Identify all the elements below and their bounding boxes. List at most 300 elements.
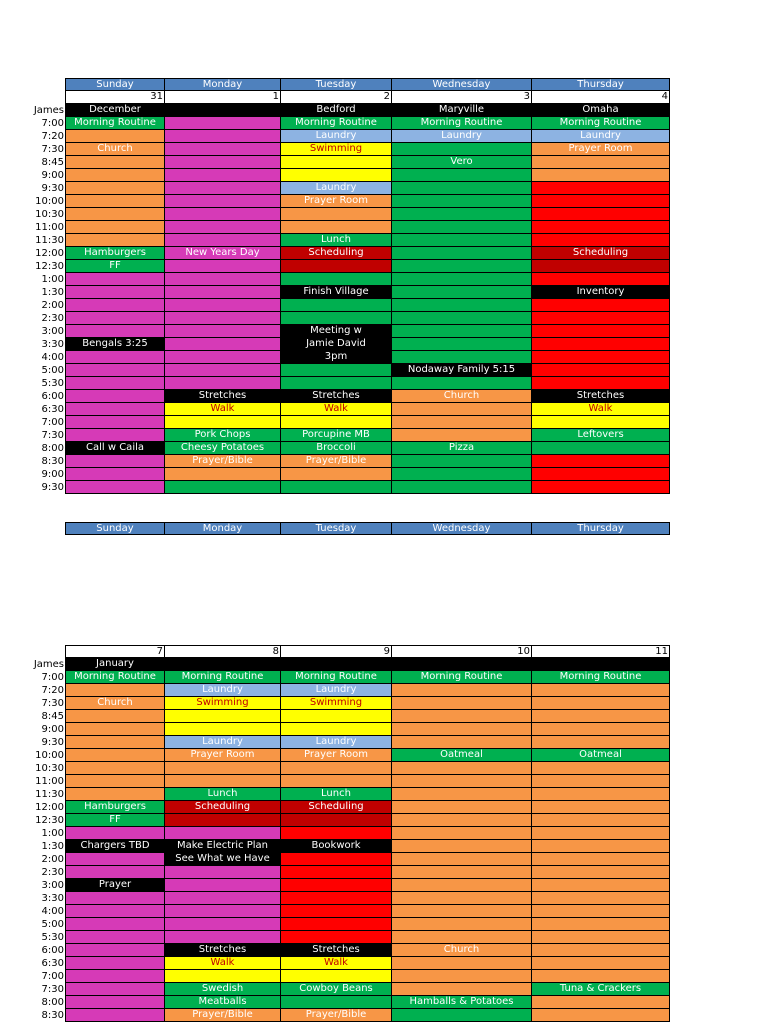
schedule-cell[interactable]: [165, 814, 281, 827]
schedule-cell[interactable]: [532, 351, 670, 364]
schedule-cell[interactable]: [165, 364, 281, 377]
schedule-cell[interactable]: [392, 273, 532, 286]
schedule-cell[interactable]: [65, 684, 165, 697]
schedule-cell[interactable]: Morning Routine: [65, 671, 165, 684]
schedule-cell[interactable]: New Years Day: [165, 247, 281, 260]
schedule-cell[interactable]: [392, 208, 532, 221]
schedule-cell[interactable]: Leftovers: [532, 429, 670, 442]
schedule-cell[interactable]: [532, 182, 670, 195]
schedule-cell[interactable]: [532, 234, 670, 247]
schedule-cell[interactable]: [165, 762, 281, 775]
schedule-cell[interactable]: [532, 338, 670, 351]
schedule-cell[interactable]: [65, 208, 165, 221]
schedule-cell[interactable]: Laundry: [281, 684, 392, 697]
schedule-cell[interactable]: [65, 983, 165, 996]
schedule-cell[interactable]: [281, 710, 392, 723]
schedule-cell[interactable]: [532, 312, 670, 325]
schedule-cell[interactable]: Scheduling: [281, 801, 392, 814]
schedule-cell[interactable]: [165, 195, 281, 208]
schedule-cell[interactable]: [65, 273, 165, 286]
schedule-cell[interactable]: Meeting w: [281, 325, 392, 338]
schedule-cell[interactable]: Church: [392, 390, 532, 403]
schedule-cell[interactable]: Chargers TBD: [65, 840, 165, 853]
schedule-cell[interactable]: [392, 247, 532, 260]
schedule-cell[interactable]: [65, 299, 165, 312]
schedule-cell[interactable]: [281, 481, 392, 494]
schedule-cell[interactable]: [392, 169, 532, 182]
schedule-cell[interactable]: [65, 130, 165, 143]
schedule-cell[interactable]: Church: [65, 143, 165, 156]
schedule-cell[interactable]: [532, 892, 670, 905]
schedule-cell[interactable]: Oatmeal: [532, 749, 670, 762]
schedule-cell[interactable]: Laundry: [281, 736, 392, 749]
schedule-cell[interactable]: Walk: [281, 957, 392, 970]
schedule-cell[interactable]: [165, 723, 281, 736]
schedule-cell[interactable]: [165, 827, 281, 840]
schedule-cell[interactable]: [532, 944, 670, 957]
schedule-cell[interactable]: [392, 312, 532, 325]
schedule-cell[interactable]: [532, 273, 670, 286]
schedule-cell[interactable]: [392, 918, 532, 931]
schedule-cell[interactable]: [532, 377, 670, 390]
schedule-cell[interactable]: [165, 468, 281, 481]
schedule-cell[interactable]: Swimming: [281, 143, 392, 156]
schedule-cell[interactable]: [165, 169, 281, 182]
schedule-cell[interactable]: Scheduling: [281, 247, 392, 260]
schedule-cell[interactable]: [392, 195, 532, 208]
schedule-cell[interactable]: [532, 221, 670, 234]
schedule-cell[interactable]: [532, 710, 670, 723]
schedule-cell[interactable]: [392, 481, 532, 494]
schedule-cell[interactable]: [532, 931, 670, 944]
schedule-cell[interactable]: Bedford: [281, 104, 392, 117]
schedule-cell[interactable]: [165, 208, 281, 221]
schedule-cell[interactable]: [65, 312, 165, 325]
schedule-cell[interactable]: [65, 970, 165, 983]
schedule-cell[interactable]: Walk: [532, 403, 670, 416]
schedule-cell[interactable]: [392, 788, 532, 801]
schedule-cell[interactable]: Nodaway Family 5:15: [392, 364, 532, 377]
schedule-cell[interactable]: [65, 468, 165, 481]
schedule-cell[interactable]: Pork Chops: [165, 429, 281, 442]
schedule-cell[interactable]: Prayer Room: [281, 195, 392, 208]
schedule-cell[interactable]: [165, 879, 281, 892]
schedule-cell[interactable]: [165, 377, 281, 390]
schedule-cell[interactable]: Swimming: [281, 697, 392, 710]
schedule-cell[interactable]: Church: [65, 697, 165, 710]
schedule-cell[interactable]: [392, 970, 532, 983]
schedule-cell[interactable]: [281, 892, 392, 905]
schedule-cell[interactable]: [165, 658, 281, 671]
schedule-cell[interactable]: [65, 723, 165, 736]
schedule-cell[interactable]: [65, 156, 165, 169]
schedule-cell[interactable]: [65, 931, 165, 944]
schedule-cell[interactable]: Stretches: [532, 390, 670, 403]
schedule-cell[interactable]: Morning Routine: [281, 671, 392, 684]
schedule-cell[interactable]: [65, 710, 165, 723]
schedule-cell[interactable]: [65, 905, 165, 918]
schedule-cell[interactable]: Laundry: [165, 684, 281, 697]
schedule-cell[interactable]: [532, 208, 670, 221]
schedule-cell[interactable]: [65, 827, 165, 840]
schedule-cell[interactable]: [65, 377, 165, 390]
schedule-cell[interactable]: Jamie David: [281, 338, 392, 351]
schedule-cell[interactable]: [165, 182, 281, 195]
schedule-cell[interactable]: Oatmeal: [392, 749, 532, 762]
schedule-cell[interactable]: [392, 260, 532, 273]
schedule-cell[interactable]: [65, 944, 165, 957]
schedule-cell[interactable]: [532, 195, 670, 208]
schedule-cell[interactable]: [532, 442, 670, 455]
schedule-cell[interactable]: 3pm: [281, 351, 392, 364]
schedule-cell[interactable]: [281, 905, 392, 918]
schedule-cell[interactable]: [65, 195, 165, 208]
schedule-cell[interactable]: [65, 918, 165, 931]
schedule-cell[interactable]: Morning Routine: [392, 117, 532, 130]
schedule-cell[interactable]: Maryville: [392, 104, 532, 117]
schedule-cell[interactable]: Stretches: [281, 944, 392, 957]
schedule-cell[interactable]: [65, 762, 165, 775]
schedule-cell[interactable]: [281, 221, 392, 234]
schedule-cell[interactable]: January: [65, 658, 165, 671]
schedule-cell[interactable]: 31: [65, 91, 165, 104]
schedule-cell[interactable]: [392, 736, 532, 749]
schedule-cell[interactable]: [532, 1009, 670, 1022]
schedule-cell[interactable]: [281, 416, 392, 429]
schedule-cell[interactable]: [392, 840, 532, 853]
schedule-cell[interactable]: [65, 325, 165, 338]
schedule-cell[interactable]: 10: [392, 645, 532, 658]
schedule-cell[interactable]: [65, 866, 165, 879]
schedule-cell[interactable]: [165, 416, 281, 429]
schedule-cell[interactable]: Make Electric Plan: [165, 840, 281, 853]
schedule-cell[interactable]: [532, 468, 670, 481]
schedule-cell[interactable]: Morning Routine: [165, 671, 281, 684]
schedule-cell[interactable]: [281, 156, 392, 169]
schedule-cell[interactable]: [65, 481, 165, 494]
schedule-cell[interactable]: [65, 429, 165, 442]
schedule-cell[interactable]: [65, 788, 165, 801]
schedule-cell[interactable]: [392, 723, 532, 736]
schedule-cell[interactable]: [165, 260, 281, 273]
schedule-cell[interactable]: [281, 658, 392, 671]
schedule-cell[interactable]: Stretches: [165, 944, 281, 957]
schedule-cell[interactable]: December: [65, 104, 165, 117]
schedule-cell[interactable]: [392, 931, 532, 944]
schedule-cell[interactable]: Broccoli: [281, 442, 392, 455]
schedule-cell[interactable]: [532, 736, 670, 749]
schedule-cell[interactable]: [392, 827, 532, 840]
schedule-cell[interactable]: Hamburgers: [65, 801, 165, 814]
schedule-cell[interactable]: Morning Routine: [532, 671, 670, 684]
schedule-cell[interactable]: [65, 892, 165, 905]
schedule-cell[interactable]: [165, 970, 281, 983]
schedule-cell[interactable]: [532, 364, 670, 377]
schedule-cell[interactable]: Lunch: [281, 788, 392, 801]
schedule-cell[interactable]: [532, 416, 670, 429]
schedule-cell[interactable]: Meatballs: [165, 996, 281, 1009]
schedule-cell[interactable]: [392, 957, 532, 970]
schedule-cell[interactable]: [281, 364, 392, 377]
schedule-cell[interactable]: Prayer/Bible: [281, 455, 392, 468]
schedule-cell[interactable]: [65, 169, 165, 182]
schedule-cell[interactable]: [165, 481, 281, 494]
schedule-cell[interactable]: [532, 814, 670, 827]
schedule-cell[interactable]: [165, 918, 281, 931]
schedule-cell[interactable]: [392, 468, 532, 481]
schedule-cell[interactable]: Scheduling: [165, 801, 281, 814]
schedule-cell[interactable]: [532, 957, 670, 970]
schedule-cell[interactable]: [65, 234, 165, 247]
schedule-cell[interactable]: Lunch: [281, 234, 392, 247]
schedule-cell[interactable]: 4: [532, 91, 670, 104]
schedule-cell[interactable]: [392, 697, 532, 710]
schedule-cell[interactable]: [65, 351, 165, 364]
schedule-cell[interactable]: [392, 182, 532, 195]
schedule-cell[interactable]: [65, 221, 165, 234]
schedule-cell[interactable]: [392, 351, 532, 364]
schedule-cell[interactable]: [165, 117, 281, 130]
schedule-cell[interactable]: [165, 775, 281, 788]
schedule-cell[interactable]: [165, 156, 281, 169]
schedule-cell[interactable]: [532, 697, 670, 710]
schedule-cell[interactable]: [392, 684, 532, 697]
schedule-cell[interactable]: 9: [281, 645, 392, 658]
schedule-cell[interactable]: 3: [392, 91, 532, 104]
schedule-cell[interactable]: [392, 866, 532, 879]
schedule-cell[interactable]: [392, 775, 532, 788]
schedule-cell[interactable]: [165, 905, 281, 918]
schedule-cell[interactable]: [281, 775, 392, 788]
schedule-cell[interactable]: Tuna & Crackers: [532, 983, 670, 996]
schedule-cell[interactable]: [65, 749, 165, 762]
schedule-cell[interactable]: Morning Routine: [532, 117, 670, 130]
schedule-cell[interactable]: Finish Village: [281, 286, 392, 299]
schedule-cell[interactable]: Laundry: [165, 736, 281, 749]
schedule-cell[interactable]: [165, 351, 281, 364]
schedule-cell[interactable]: [392, 377, 532, 390]
schedule-cell[interactable]: [532, 827, 670, 840]
schedule-cell[interactable]: [165, 234, 281, 247]
schedule-cell[interactable]: Omaha: [532, 104, 670, 117]
schedule-cell[interactable]: [281, 970, 392, 983]
schedule-cell[interactable]: Porcupine MB: [281, 429, 392, 442]
schedule-cell[interactable]: 7: [65, 645, 165, 658]
schedule-cell[interactable]: [165, 273, 281, 286]
schedule-cell[interactable]: [165, 892, 281, 905]
schedule-cell[interactable]: [532, 801, 670, 814]
schedule-cell[interactable]: [281, 931, 392, 944]
schedule-cell[interactable]: [392, 299, 532, 312]
schedule-cell[interactable]: [532, 879, 670, 892]
schedule-cell[interactable]: 1: [165, 91, 281, 104]
schedule-cell[interactable]: [165, 710, 281, 723]
schedule-cell[interactable]: Walk: [165, 403, 281, 416]
schedule-cell[interactable]: [532, 299, 670, 312]
schedule-cell[interactable]: [392, 905, 532, 918]
schedule-cell[interactable]: [532, 918, 670, 931]
schedule-cell[interactable]: Prayer Room: [532, 143, 670, 156]
schedule-cell[interactable]: [532, 156, 670, 169]
schedule-cell[interactable]: [281, 918, 392, 931]
schedule-cell[interactable]: Morning Routine: [65, 117, 165, 130]
schedule-cell[interactable]: [281, 879, 392, 892]
schedule-cell[interactable]: [281, 273, 392, 286]
schedule-cell[interactable]: [532, 762, 670, 775]
schedule-cell[interactable]: [392, 286, 532, 299]
schedule-cell[interactable]: [392, 455, 532, 468]
schedule-cell[interactable]: Pizza: [392, 442, 532, 455]
schedule-cell[interactable]: Prayer Room: [281, 749, 392, 762]
schedule-cell[interactable]: Cowboy Beans: [281, 983, 392, 996]
schedule-cell[interactable]: [281, 468, 392, 481]
schedule-cell[interactable]: Laundry: [392, 130, 532, 143]
schedule-cell[interactable]: [65, 853, 165, 866]
schedule-cell[interactable]: [281, 762, 392, 775]
schedule-cell[interactable]: [532, 840, 670, 853]
schedule-cell[interactable]: [165, 143, 281, 156]
schedule-cell[interactable]: [392, 814, 532, 827]
schedule-cell[interactable]: Swimming: [165, 697, 281, 710]
schedule-cell[interactable]: [65, 1009, 165, 1022]
schedule-cell[interactable]: [165, 312, 281, 325]
schedule-cell[interactable]: Bookwork: [281, 840, 392, 853]
schedule-cell[interactable]: [165, 866, 281, 879]
schedule-cell[interactable]: [65, 390, 165, 403]
schedule-cell[interactable]: [165, 221, 281, 234]
schedule-cell[interactable]: Vero: [392, 156, 532, 169]
schedule-cell[interactable]: [392, 416, 532, 429]
schedule-cell[interactable]: [65, 455, 165, 468]
schedule-cell[interactable]: Stretches: [165, 390, 281, 403]
schedule-cell[interactable]: Hamballs & Potatoes: [392, 996, 532, 1009]
schedule-cell[interactable]: See What we Have: [165, 853, 281, 866]
schedule-cell[interactable]: [281, 208, 392, 221]
schedule-cell[interactable]: [165, 130, 281, 143]
schedule-cell[interactable]: Cheesy Potatoes: [165, 442, 281, 455]
schedule-cell[interactable]: [532, 905, 670, 918]
schedule-cell[interactable]: [392, 403, 532, 416]
schedule-cell[interactable]: [165, 286, 281, 299]
schedule-cell[interactable]: [392, 762, 532, 775]
schedule-cell[interactable]: [532, 970, 670, 983]
schedule-cell[interactable]: Bengals 3:25: [65, 338, 165, 351]
schedule-cell[interactable]: Laundry: [532, 130, 670, 143]
schedule-cell[interactable]: [532, 723, 670, 736]
schedule-cell[interactable]: [392, 429, 532, 442]
schedule-cell[interactable]: [392, 338, 532, 351]
schedule-cell[interactable]: Lunch: [165, 788, 281, 801]
schedule-cell[interactable]: Hamburgers: [65, 247, 165, 260]
schedule-cell[interactable]: [165, 931, 281, 944]
schedule-cell[interactable]: [65, 403, 165, 416]
schedule-cell[interactable]: [392, 892, 532, 905]
schedule-cell[interactable]: [392, 1009, 532, 1022]
schedule-cell[interactable]: [65, 286, 165, 299]
schedule-cell[interactable]: [281, 814, 392, 827]
schedule-cell[interactable]: [65, 736, 165, 749]
schedule-cell[interactable]: [392, 658, 532, 671]
schedule-cell[interactable]: [65, 775, 165, 788]
schedule-cell[interactable]: [392, 853, 532, 866]
schedule-cell[interactable]: Prayer/Bible: [281, 1009, 392, 1022]
schedule-cell[interactable]: 11: [532, 645, 670, 658]
schedule-cell[interactable]: [532, 684, 670, 697]
schedule-cell[interactable]: Prayer Room: [165, 749, 281, 762]
schedule-cell[interactable]: [392, 879, 532, 892]
schedule-cell[interactable]: Laundry: [281, 182, 392, 195]
schedule-cell[interactable]: [281, 853, 392, 866]
schedule-cell[interactable]: [281, 377, 392, 390]
schedule-cell[interactable]: [392, 143, 532, 156]
schedule-cell[interactable]: [532, 996, 670, 1009]
schedule-cell[interactable]: [392, 325, 532, 338]
schedule-cell[interactable]: Prayer/Bible: [165, 1009, 281, 1022]
schedule-cell[interactable]: [281, 260, 392, 273]
schedule-cell[interactable]: 8: [165, 645, 281, 658]
schedule-cell[interactable]: [392, 221, 532, 234]
schedule-cell[interactable]: Church: [392, 944, 532, 957]
schedule-cell[interactable]: [532, 169, 670, 182]
schedule-cell[interactable]: [392, 983, 532, 996]
schedule-cell[interactable]: [65, 996, 165, 1009]
schedule-cell[interactable]: Stretches: [281, 390, 392, 403]
schedule-cell[interactable]: [281, 996, 392, 1009]
schedule-cell[interactable]: [532, 325, 670, 338]
schedule-cell[interactable]: Inventory: [532, 286, 670, 299]
schedule-cell[interactable]: [281, 723, 392, 736]
schedule-cell[interactable]: [532, 658, 670, 671]
schedule-cell[interactable]: Prayer: [65, 879, 165, 892]
schedule-cell[interactable]: [532, 481, 670, 494]
schedule-cell[interactable]: Morning Routine: [392, 671, 532, 684]
schedule-cell[interactable]: [281, 866, 392, 879]
schedule-cell[interactable]: Call w Caila: [65, 442, 165, 455]
schedule-cell[interactable]: Swedish: [165, 983, 281, 996]
schedule-cell[interactable]: [392, 710, 532, 723]
schedule-cell[interactable]: FF: [65, 814, 165, 827]
schedule-cell[interactable]: [281, 827, 392, 840]
schedule-cell[interactable]: [532, 866, 670, 879]
schedule-cell[interactable]: [165, 338, 281, 351]
schedule-cell[interactable]: [165, 104, 281, 117]
schedule-cell[interactable]: 2: [281, 91, 392, 104]
schedule-cell[interactable]: [281, 169, 392, 182]
schedule-cell[interactable]: Walk: [165, 957, 281, 970]
schedule-cell[interactable]: [532, 775, 670, 788]
schedule-cell[interactable]: [532, 788, 670, 801]
schedule-cell[interactable]: [392, 234, 532, 247]
schedule-cell[interactable]: [65, 364, 165, 377]
schedule-cell[interactable]: Morning Routine: [281, 117, 392, 130]
schedule-cell[interactable]: [532, 455, 670, 468]
schedule-cell[interactable]: FF: [65, 260, 165, 273]
schedule-cell[interactable]: [392, 801, 532, 814]
schedule-cell[interactable]: Walk: [281, 403, 392, 416]
schedule-cell[interactable]: Scheduling: [532, 247, 670, 260]
schedule-cell[interactable]: [65, 416, 165, 429]
schedule-cell[interactable]: [165, 325, 281, 338]
schedule-cell[interactable]: [65, 182, 165, 195]
schedule-cell[interactable]: Prayer/Bible: [165, 455, 281, 468]
schedule-cell[interactable]: [65, 957, 165, 970]
schedule-cell[interactable]: [281, 312, 392, 325]
schedule-cell[interactable]: [165, 299, 281, 312]
schedule-cell[interactable]: [532, 260, 670, 273]
schedule-cell[interactable]: [532, 853, 670, 866]
schedule-cell[interactable]: [281, 299, 392, 312]
schedule-cell[interactable]: Laundry: [281, 130, 392, 143]
